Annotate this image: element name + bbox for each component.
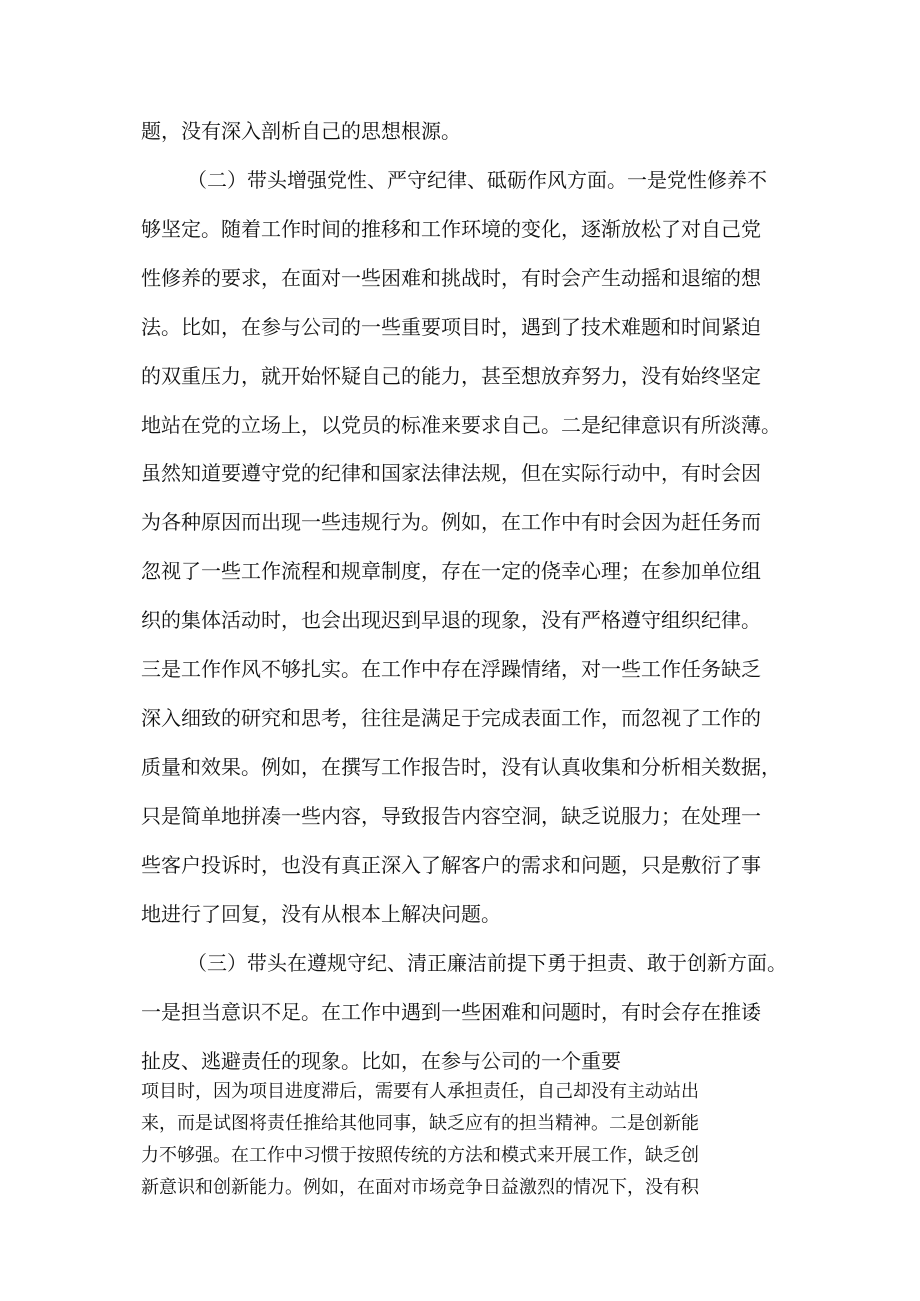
text-line: 新意识和创新能力。例如，在面对市场竞争日益激烈的情况下，没有积 [141, 1177, 699, 1198]
text-line: 质量和效果。例如，在撰写工作报告时，没有认真收集和分析相关数据， [141, 755, 781, 779]
text-line: 够坚定。随着工作时间的推移和工作环境的变化，逐渐放松了对自己党 [141, 217, 761, 241]
text-line: 扯皮、逃避责任的现象。比如，在参与公司的一个重要 [141, 1049, 621, 1073]
text-line: 为各种原因而出现一些违规行为。例如，在工作中有时会因为赶任务而 [141, 510, 761, 534]
text-line: 只是简单地拼凑一些内容，导致报告内容空洞，缺乏说服力；在处理一 [141, 804, 761, 828]
text-line: 性修养的要求，在面对一些困难和挑战时，有时会产生动摇和退缩的想 [141, 266, 761, 290]
text-line: 深入细致的研究和思考，往往是满足于完成表面工作，而忽视了工作的 [141, 706, 761, 730]
text-line: 力不够强。在工作中习惯于按照传统的方法和模式来开展工作，缺乏创 [141, 1145, 699, 1166]
text-line: （二）带头增强党性、严守纪律、砥砺作风方面。一是党性修养不 [187, 168, 767, 192]
text-line: 题，没有深入剖析自己的思想根源。 [141, 119, 461, 143]
text-line: 项目时，因为项目进度滞后，需要有人承担责任，自己却没有主动站出 [141, 1081, 699, 1102]
text-line: 地进行了回复，没有从根本上解决问题。 [141, 902, 501, 926]
text-line: 忽视了一些工作流程和规章制度，存在一定的侥幸心理；在参加单位组 [141, 559, 761, 583]
text-line: 一是担当意识不足。在工作中遇到一些困难和问题时，有时会存在推诿 [141, 1000, 761, 1024]
text-line: 的双重压力，就开始怀疑自己的能力，甚至想放弃努力，没有始终坚定 [141, 364, 761, 388]
text-line: 地站在党的立场上，以党员的标准来要求自己。二是纪律意识有所淡薄。 [141, 413, 781, 437]
text-line: （三）带头在遵规守纪、清正廉洁前提下勇于担责、敢于创新方面。 [187, 951, 787, 975]
text-line: 织的集体活动时，也会出现迟到早退的现象，没有严格遵守组织纪律。 [141, 608, 761, 632]
text-line: 来，而是试图将责任推给其他同事，缺乏应有的担当精神。二是创新能 [141, 1113, 699, 1134]
text-line: 虽然知道要遵守党的纪律和国家法律法规，但在实际行动中，有时会因 [141, 461, 761, 485]
text-line: 些客户投诉时，也没有真正深入了解客户的需求和问题，只是敷衍了事 [141, 853, 761, 877]
text-line: 三是工作作风不够扎实。在工作中存在浮躁情绪，对一些工作任务缺乏 [141, 657, 761, 681]
text-line: 法。比如，在参与公司的一些重要项目时，遇到了技术难题和时间紧迫 [141, 315, 761, 339]
